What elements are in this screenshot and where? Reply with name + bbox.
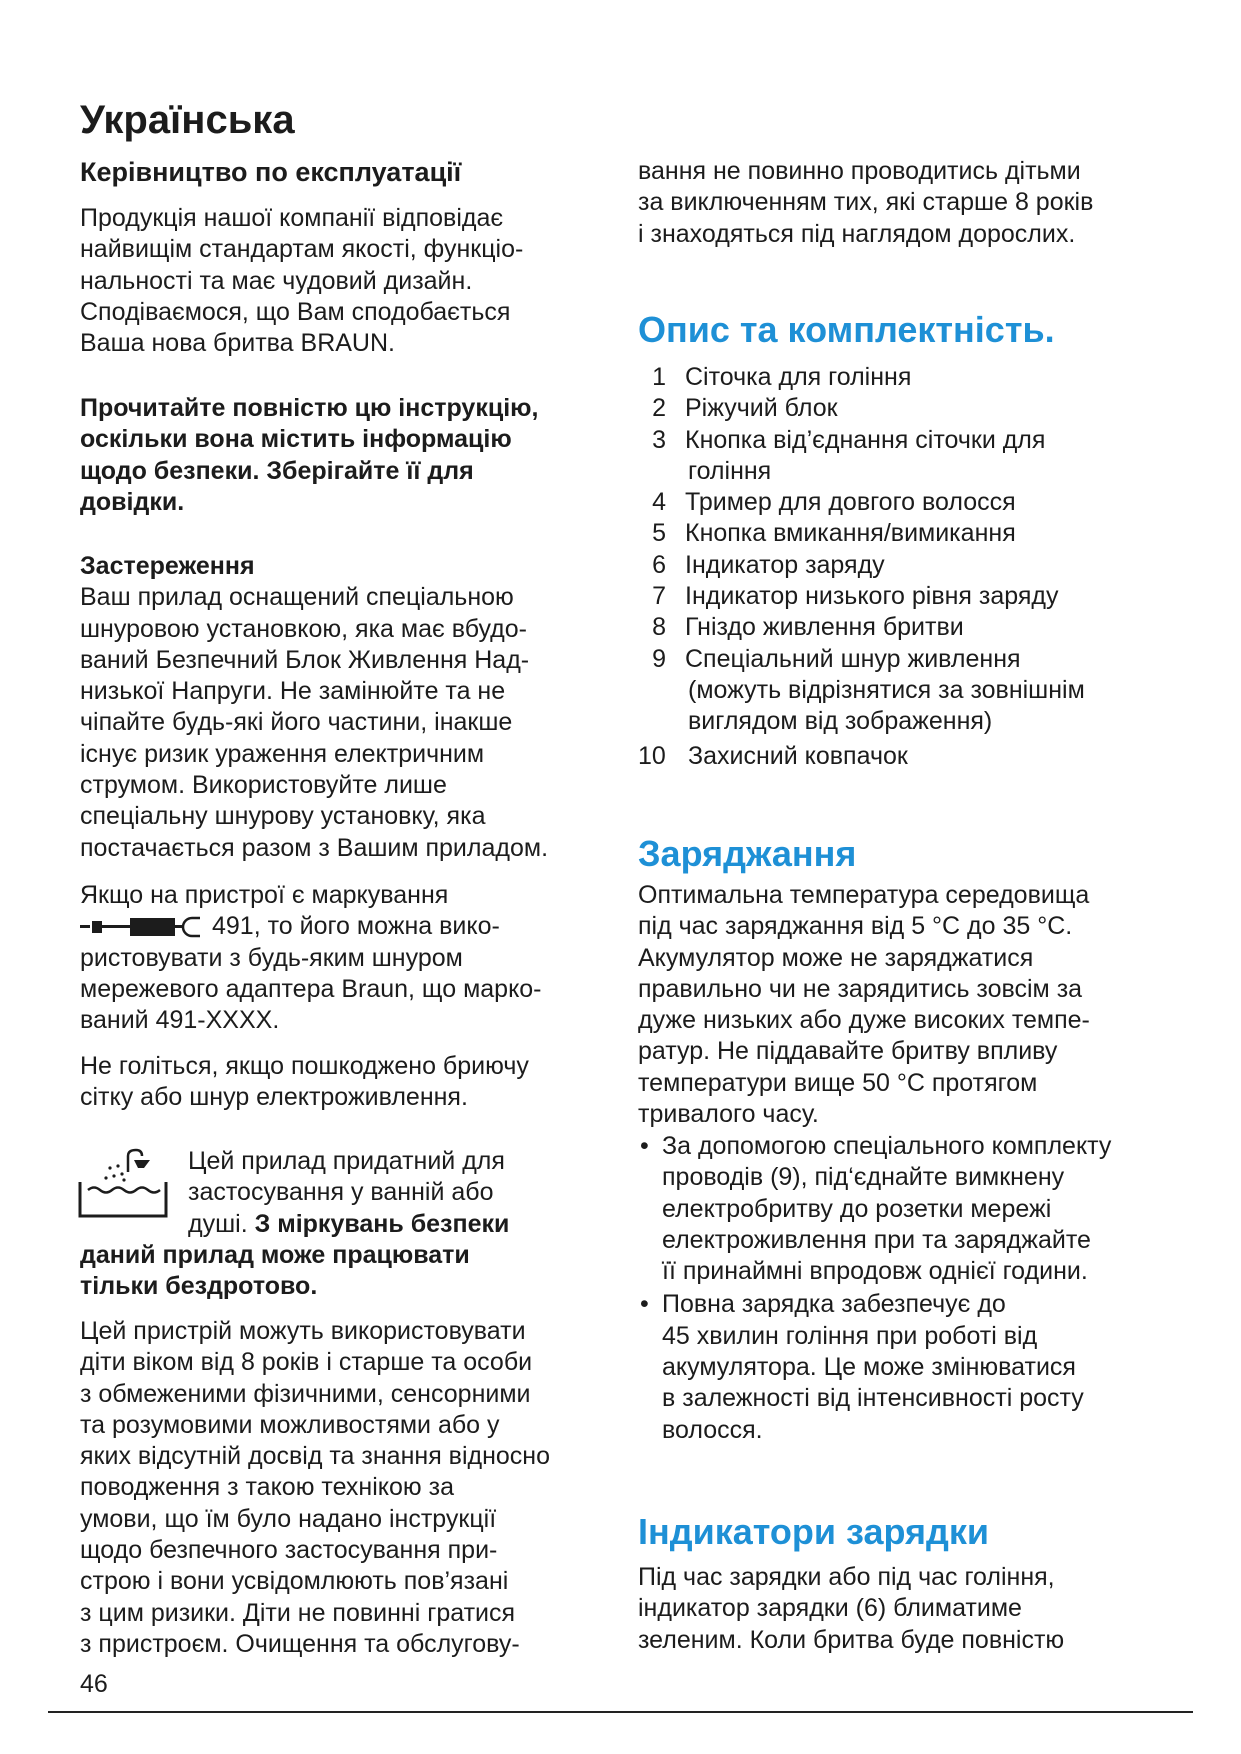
list-item: [638, 550, 1198, 581]
bath-shower-symbol-icon: [78, 1146, 170, 1220]
item-number: 5: [652, 519, 666, 548]
parts-list: [638, 362, 1198, 772]
warning-section: [80, 551, 548, 864]
item-text: Гніздо живлення бритви: [685, 613, 964, 642]
text-line: правильно чи не зарядитись зовсім за: [638, 974, 1083, 1003]
text-line: шнуровою установкою, яка має вбудо-: [80, 614, 527, 643]
item-text: Повна зарядка забезпечує до: [662, 1290, 1006, 1319]
item-number: 6: [652, 550, 666, 579]
text-line: температури вище 50 °C протягом: [638, 1068, 1038, 1097]
item-number: 2: [652, 394, 666, 423]
text-line: ратур. Не піддавайте бритву впливу: [638, 1037, 1058, 1066]
text-line: застосування у ванній або: [188, 1178, 494, 1207]
text-line: з пристроєм. Очищення та обслугову-: [80, 1629, 520, 1658]
item-number: 1: [652, 363, 666, 391]
text-line: тривалого часу.: [638, 1100, 819, 1129]
text-line: найвищім стандартам якості, функціо-: [80, 235, 524, 264]
bullet-dot-icon: •: [640, 1290, 649, 1319]
item-text: її принаймні впродовж однієї години.: [662, 1257, 1088, 1286]
text-line: та розумовими можливостями або у: [80, 1410, 500, 1439]
text-line: Ваш прилад оснащений спеціальною: [80, 583, 514, 612]
item-text: Кнопка вмикання/вимикання: [685, 519, 1016, 548]
intro-paragraph: [80, 203, 523, 359]
warning-heading: Застереження: [80, 552, 255, 580]
page-number: 46: [80, 1670, 108, 1698]
text-line: Якщо на пристрої є маркування: [80, 881, 449, 909]
bullet-item: [640, 1131, 1111, 1287]
item-number: 10: [638, 741, 666, 770]
item-text: електробритву до розетки мережі: [662, 1194, 1052, 1223]
item-number: 9: [652, 644, 666, 673]
text-line: щодо безпеки. Зберігайте її для: [80, 456, 474, 485]
text-line: Оптимальна температура середовища: [638, 881, 1090, 909]
damage-paragraph: [80, 1051, 529, 1114]
marking-paragraph: [80, 880, 542, 1036]
text-line: Під час зарядки або під час гоління,: [638, 1563, 1055, 1591]
text-line: дуже низьких або дуже високих темпе-: [638, 1006, 1090, 1035]
list-item: [638, 518, 1198, 549]
item-text: Спеціальний шнур живлення: [685, 644, 1021, 673]
text-line: мережевого адаптера Braun, що марко-: [80, 974, 542, 1003]
text-line: щодо безпечного застосування при-: [80, 1536, 498, 1565]
item-text: акумулятора. Це може змінюватися: [662, 1353, 1076, 1382]
item-text: Тример для довгого волосся: [685, 488, 1016, 517]
text-line: існує ризик ураження електричним: [80, 739, 485, 768]
text-line: спеціальну шнурову установку, яка: [80, 802, 486, 831]
item-number: 8: [652, 613, 666, 642]
list-item: [638, 612, 1198, 643]
text-line: яких відсутній досвід та знання відносно: [80, 1442, 551, 1471]
text-line: ваний 491-XXXX.: [80, 1006, 280, 1035]
text-line: зеленим. Коли бритва буде повністю: [638, 1625, 1065, 1654]
bath-bold-continuation: [80, 1240, 470, 1303]
read-notice: [80, 393, 538, 518]
text-line: нальності та має чудовий дизайн.: [80, 266, 473, 295]
list-item: [638, 581, 1198, 612]
text-line: вання не повинно проводитись дітьми: [638, 157, 1081, 185]
item-text: гоління: [688, 456, 772, 485]
text-span: душі.: [188, 1209, 248, 1238]
bath-paragraph: [188, 1146, 509, 1240]
item-text: 45 хвилин гоління при роботі від: [662, 1321, 1038, 1350]
item-text: виглядом від зображення): [688, 707, 993, 736]
item-text: Індикатор низького рівня заряду: [685, 582, 1059, 611]
text-line: Ваша нова бритва BRAUN.: [80, 329, 395, 358]
text-line: 491, то його можна вико-: [212, 912, 500, 941]
text-line: оскільки вона містить інформацію: [80, 425, 512, 454]
item-text: (можуть відрізнятися за зовнішнім: [688, 675, 1085, 704]
item-text: в залежності від інтенсивності росту: [662, 1384, 1084, 1413]
list-item: [638, 644, 1198, 738]
item-text: проводів (9), під‘єднайте вимкнену: [662, 1163, 1065, 1192]
list-item: [638, 487, 1198, 518]
text-line: Цей прилад придатний для: [188, 1147, 505, 1175]
list-item: [638, 362, 1198, 393]
text-line: [188, 1209, 509, 1240]
list-item: [638, 393, 1198, 424]
text-line: чіпайте будь-які його частини, інакше: [80, 708, 513, 737]
bullet-dot-icon: •: [640, 1132, 649, 1160]
children-paragraph: [80, 1316, 550, 1660]
text-line: Прочитайте повністю цю інструкцію,: [80, 394, 539, 422]
indicators-heading: Індикатори зарядки: [638, 1511, 989, 1552]
item-text: електроживлення при та заряджайте: [662, 1225, 1091, 1254]
language-title: Українська: [80, 98, 295, 142]
charging-heading: Заряджання: [638, 833, 857, 874]
charging-bullets: [640, 1131, 1111, 1446]
indicators-paragraph: [638, 1562, 1064, 1656]
text-line: поводження з такою технікою за: [80, 1473, 454, 1502]
text-line: Не голіться, якщо пошкоджено бриючу: [80, 1052, 529, 1080]
item-text: Індикатор заряду: [685, 550, 885, 579]
footer-divider: [48, 1711, 1193, 1713]
text-line: Сподіваємося, що Вам сподобається: [80, 297, 511, 326]
bold-text-span: З міркувань безпеки: [254, 1209, 510, 1238]
item-number: 7: [652, 582, 666, 611]
bullet-item: [640, 1289, 1111, 1445]
text-line: з обмеженими фізичними, сенсорними: [80, 1379, 531, 1408]
text-line: Цей пристрій можуть використовувати: [80, 1317, 526, 1345]
item-text: За допомогою спеціального комплекту: [662, 1132, 1112, 1160]
item-number: 4: [652, 488, 666, 517]
list-item: [638, 741, 1198, 772]
item-text: Кнопка від’єднання сіточки для: [685, 425, 1046, 454]
text-line: з цим ризики. Діти не повинні гратися: [80, 1598, 516, 1627]
text-line: індикатор зарядки (6) блиматиме: [638, 1594, 1022, 1623]
item-number: 3: [652, 425, 666, 454]
text-line: за виключенням тих, які старше 8 років: [638, 188, 1094, 217]
text-line: і знаходяться під наглядом дорослих.: [638, 219, 1076, 248]
manual-subtitle: Керівництво по експлуатації: [80, 157, 462, 187]
plug-cord-symbol-icon: [80, 915, 204, 939]
item-text: Сіточка для гоління: [685, 363, 912, 391]
text-line: постачається разом з Вашим приладом.: [80, 833, 549, 862]
text-line: сітку або шнур електроживлення.: [80, 1083, 468, 1112]
text-line: діти віком від 8 років і старше та особи: [80, 1348, 533, 1377]
text-line: низької Напруги. Не замінюйте та не: [80, 677, 506, 706]
charging-paragraph: [638, 880, 1090, 1130]
list-item: [638, 425, 1198, 488]
text-line: довідки.: [80, 487, 185, 516]
text-line: ваний Безпечний Блок Живлення Над-: [80, 645, 530, 674]
item-text: Захисний ковпачок: [688, 741, 908, 770]
description-heading: Опис та комплектність.: [638, 309, 1055, 350]
text-line: ристовувати з будь-яким шнуром: [80, 943, 463, 972]
text-line: даний прилад може працювати: [80, 1241, 470, 1269]
item-text: Ріжучий блок: [685, 394, 838, 423]
continued-paragraph: [638, 156, 1093, 250]
item-text: волосся.: [662, 1415, 763, 1444]
text-line: тільки бездротово.: [80, 1272, 318, 1301]
text-line: під час заряджання від 5 °C до 35 °C.: [638, 912, 1073, 941]
text-line: струмом. Використовуйте лише: [80, 771, 447, 800]
text-line: строю і вони усвідомлюють пов’язані: [80, 1567, 509, 1596]
text-line: Продукція нашої компанії відповідає: [80, 204, 504, 232]
text-line: Акумулятор може не заряджатися: [638, 943, 1034, 972]
text-line: умови, що їм було надано інструкції: [80, 1504, 497, 1533]
